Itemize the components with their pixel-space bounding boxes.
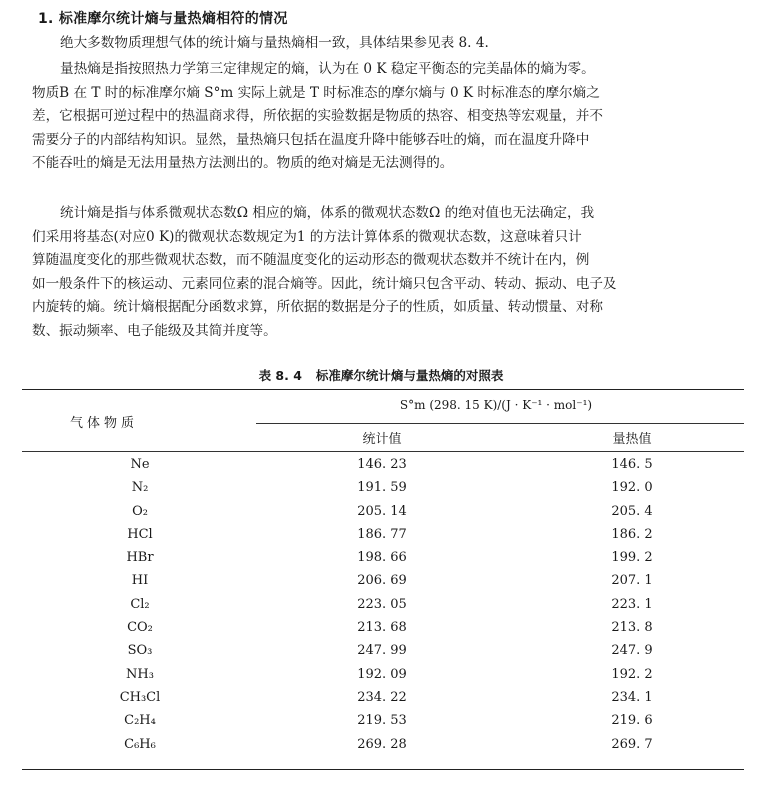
paragraph-line: 差，它根据可逆过程中的热温商求得，所依据的实验数据是物质的热容、相变热等宏观量，并不 xyxy=(32,108,603,124)
calorimetric-value: 205. 4 xyxy=(611,503,653,519)
statistical-value: 269. 28 xyxy=(357,736,407,752)
table-row xyxy=(22,733,744,756)
calorimetric-value: 219. 6 xyxy=(611,713,653,729)
table-body xyxy=(22,453,744,756)
gas-name: Cl₂ xyxy=(130,596,150,612)
paragraph-line: 需要分子的内部结构知识。显然，量热熵只包括在温度升降中能够吞吐的熵，而在温度升降中 xyxy=(32,131,590,148)
gas-name: O₂ xyxy=(132,503,148,519)
paragraph-line: 物质B 在 T 时的标准摩尔熵 S°m 实际上就是 T 时标准态的摩尔熵与 0 K 时标准态的摩尔熵之 xyxy=(32,84,600,101)
table-top-rule xyxy=(22,389,744,390)
statistical-value: 234. 22 xyxy=(357,689,407,705)
header-divider xyxy=(256,423,744,424)
statistical-value: 191. 59 xyxy=(357,480,407,496)
table-caption xyxy=(0,366,762,384)
gas-name: N₂ xyxy=(131,480,149,496)
table-row xyxy=(22,500,744,523)
table-caption-text: 标准摩尔统计熵与量热熵的对照表 xyxy=(315,368,504,383)
paragraph-line: 数、振动频率、电子能级及其简并度等。 xyxy=(32,322,277,339)
paragraph-line: 统计熵是指与体系微观状态数Ω 相应的熵，体系的微观状态数Ω 的绝对值也无法确定，我 xyxy=(60,205,595,221)
section-title: 1. 标准摩尔统计熵与量热熵相符的情况 xyxy=(38,11,288,27)
paragraph-line: 量热熵是指按照热力学第三定律规定的熵，认为在 0 K 稳定平衡态的完美晶体的熵为零。 xyxy=(60,61,595,77)
gas-name: CH₃Cl xyxy=(119,689,161,705)
calorimetric-value: 192. 2 xyxy=(611,666,653,682)
gas-name: HBr xyxy=(126,550,154,566)
statistical-value: 198. 66 xyxy=(357,550,407,566)
header-statistical: 统计值 xyxy=(362,432,402,447)
statistical-value: 186. 77 xyxy=(357,526,407,542)
gas-name: NH₃ xyxy=(126,666,154,682)
table-row xyxy=(22,476,744,499)
gas-name: CO₂ xyxy=(127,620,153,636)
statistical-value: 206. 69 xyxy=(357,573,407,589)
calorimetric-value: 199. 2 xyxy=(611,550,653,566)
table-row xyxy=(22,546,744,569)
calorimetric-value: 223. 1 xyxy=(611,596,653,612)
paragraph-line: 内旋转的熵。统计熵根据配分函数求算，所依据的数据是分子的性质，如质量、转动惯量、对称 xyxy=(32,299,603,315)
table-row xyxy=(22,663,744,686)
paragraph-statistical-entropy xyxy=(32,202,746,343)
statistical-value: 213. 68 xyxy=(357,620,407,636)
table-row xyxy=(22,593,744,616)
calorimetric-value: 269. 7 xyxy=(611,736,653,752)
calorimetric-value: 247. 9 xyxy=(611,643,653,659)
statistical-value: 192. 09 xyxy=(357,666,407,682)
statistical-value: 247. 99 xyxy=(357,643,407,659)
statistical-value: 219. 53 xyxy=(357,713,407,729)
calorimetric-value: 234. 1 xyxy=(611,689,653,705)
table-row xyxy=(22,569,744,592)
paragraph-line: 如一般条件下的核运动、元素同位素的混合熵等。因此，统计熵只包含平动、转动、振动、电子及 xyxy=(32,275,617,292)
table-row xyxy=(22,616,744,639)
gas-name: HCl xyxy=(127,526,153,542)
calorimetric-value: 207. 1 xyxy=(611,573,653,589)
table-row xyxy=(22,709,744,732)
statistical-value: 146. 23 xyxy=(357,457,407,472)
header-bottom-rule xyxy=(22,451,744,452)
gas-name: C₆H₆ xyxy=(124,736,156,752)
paragraph-line: 不能吞吐的熵是无法用量热方法测出的。物质的绝对熵是无法测得的。 xyxy=(32,155,454,171)
calorimetric-value: 186. 2 xyxy=(611,526,653,542)
table-row xyxy=(22,453,744,476)
table-row xyxy=(22,686,744,709)
paragraph-intro xyxy=(32,32,746,56)
gas-name: SO₃ xyxy=(127,643,153,659)
gas-name: C₂H₄ xyxy=(124,713,156,729)
gas-name: HI xyxy=(131,573,149,589)
statistical-value: 223. 05 xyxy=(357,596,407,612)
header-unit: S°m (298. 15 K)/(J · K⁻¹ · mol⁻¹) xyxy=(399,398,593,412)
paragraph-line: 们采用将基态(对应0 K)的微观状态数规定为1 的方法计算体系的微观状态数，这意味着只计 xyxy=(32,228,582,245)
header-gas: 气体物质 xyxy=(70,416,139,431)
table-number: 表 8. 4 xyxy=(258,368,302,383)
calorimetric-value: 213. 8 xyxy=(611,620,653,636)
gas-name: Ne xyxy=(130,457,150,472)
table-row xyxy=(22,523,744,546)
table-row xyxy=(22,639,744,662)
statistical-value: 205. 14 xyxy=(357,503,407,519)
table-bottom-rule xyxy=(22,769,744,770)
paragraph-line: 绝大多数物质理想气体的统计熵与量热熵相一致，具体结果参见表 8. 4. xyxy=(60,35,489,51)
header-calorimetric: 量热值 xyxy=(612,432,652,447)
calorimetric-value: 192. 0 xyxy=(611,480,653,496)
paragraph-calorimetric-entropy xyxy=(32,58,746,176)
paragraph-line: 算随温度变化的那些微观状态数，而不随温度变化的运动形态的微观状态数并不统计在内，例 xyxy=(32,252,590,268)
calorimetric-value: 146. 5 xyxy=(611,457,653,472)
